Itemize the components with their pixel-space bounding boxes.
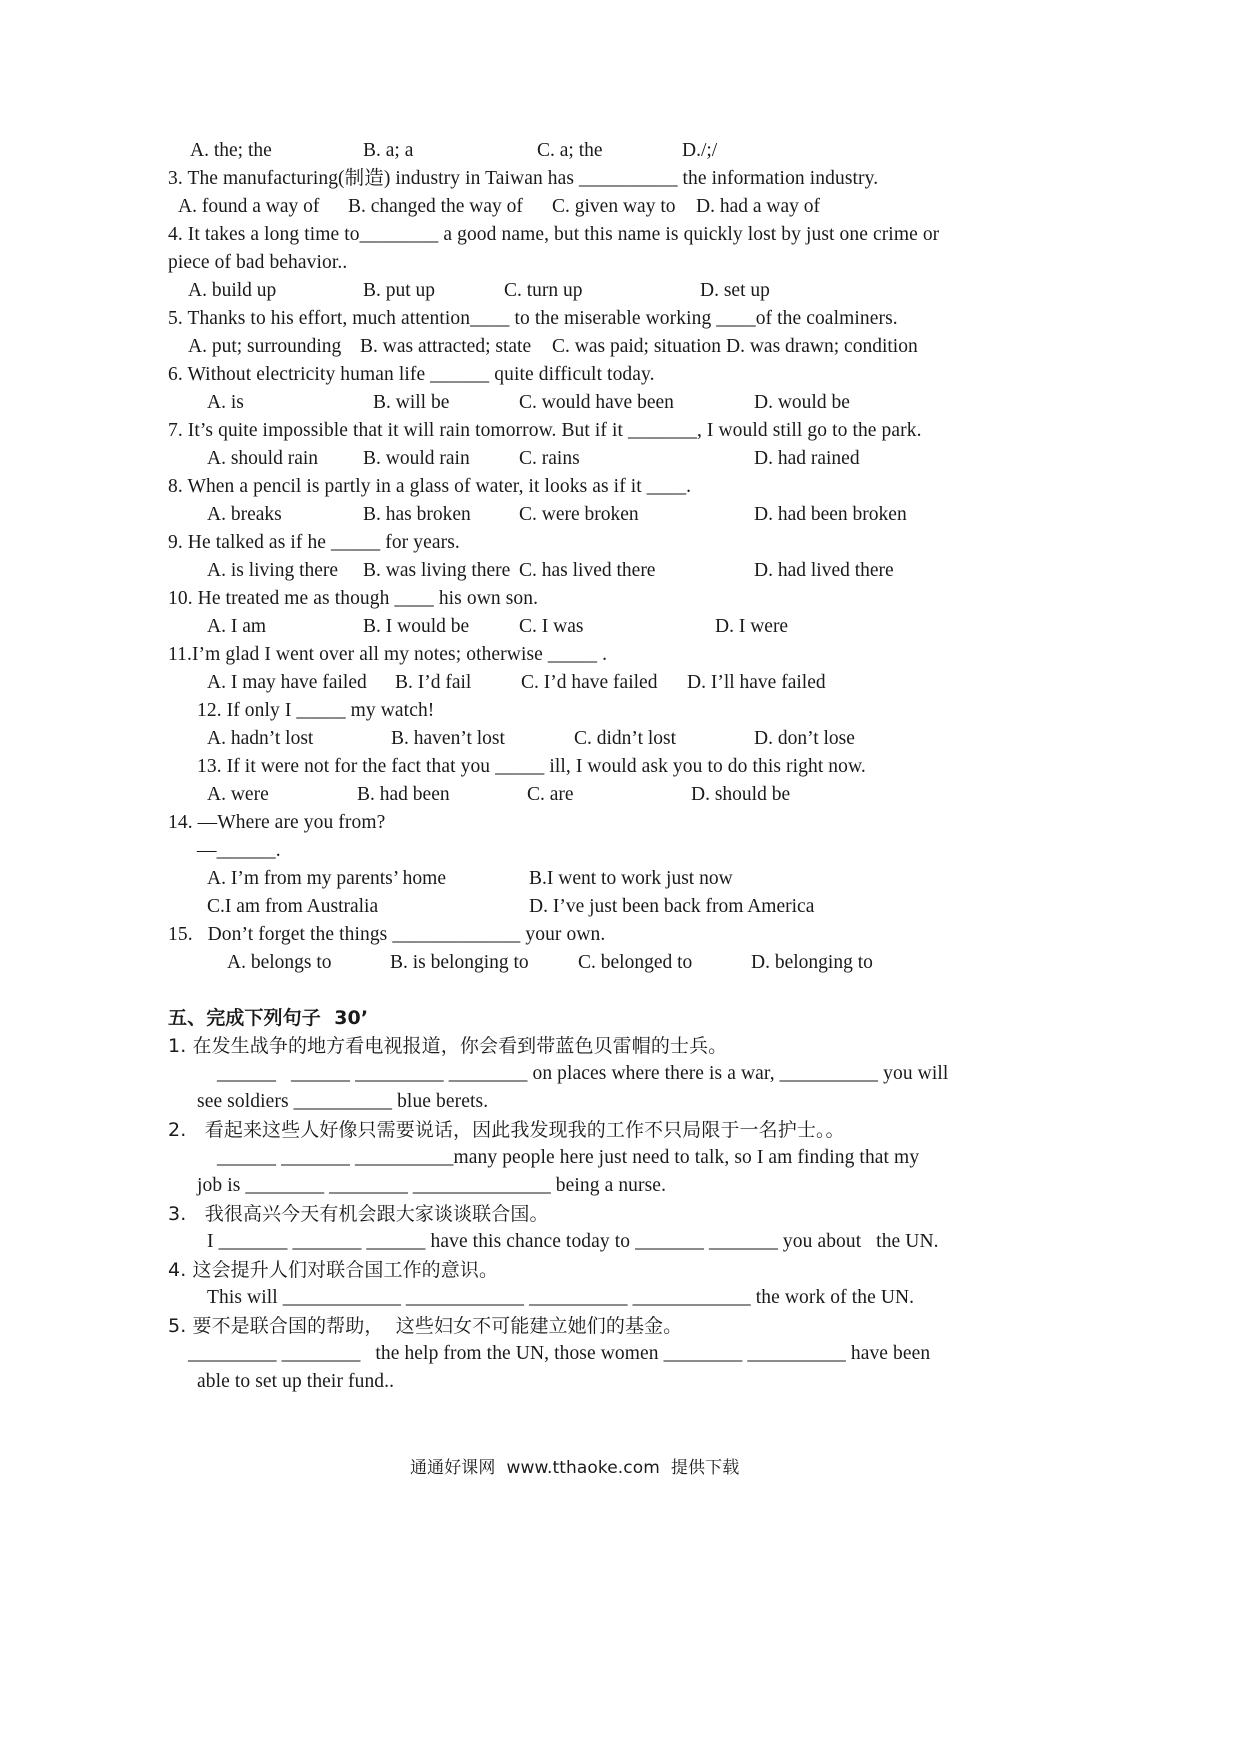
sentence-2-english: ______ _______ __________many people here just need to talk, so I am finding that my [217, 1147, 920, 1168]
q11-text: 11.I’m glad I went over all my notes; otherwise _____ . [168, 644, 608, 665]
footer-text: 通通好课网 www.tthaoke.com 提供下载 [410, 1458, 740, 1478]
option-d: D. was drawn; condition [726, 336, 918, 357]
q3-text: 3. The manufacturing(制造) industry in Taiwan has __________ the information industry. [168, 168, 879, 189]
option-b: B. put up [363, 280, 436, 301]
q2-options [190, 139, 1090, 163]
q7-options [207, 447, 1107, 471]
option-b: B. is belonging to [390, 952, 529, 973]
q4-options [188, 279, 1088, 303]
sentence-1-english-cont: see soldiers __________ blue berets. [197, 1091, 489, 1112]
q14-options-row2 [207, 895, 1107, 919]
q4-text: 4. It takes a long time to________ a good name, but this name is quickly lost by just one crime or [168, 224, 940, 245]
sentence-4-english: This will ____________ ____________ __________ ____________ the work of the UN. [207, 1287, 915, 1308]
option-d: D. don’t lose [754, 728, 855, 749]
option-c: C. I’d have failed [521, 672, 658, 693]
q10-text: 10. He treated me as though ____ his own son. [168, 588, 539, 609]
option-b: B. has broken [363, 504, 471, 525]
q3-options [178, 195, 1078, 219]
q6-text: 6. Without electricity human life ______ quite difficult today. [168, 364, 655, 385]
option-b: B. had been [357, 784, 450, 805]
q7-text: 7. It’s quite impossible that it will rain tomorrow. But if it _______, I would still go to the park. [168, 420, 922, 441]
option-a: A. belongs to [227, 952, 332, 973]
sentence-5-english: _________ ________ the help from the UN, those women ________ __________ have been [188, 1343, 931, 1364]
option-d: D. belonging to [751, 952, 873, 973]
option-d: D. set up [700, 280, 770, 301]
option-d: D. had lived there [754, 560, 894, 581]
q5-options [188, 335, 1088, 359]
option-b: B. will be [373, 392, 450, 413]
option-b: B. was attracted; state [360, 336, 532, 357]
option-a: A. should rain [207, 448, 319, 469]
q5-text: 5. Thanks to his effort, much attention____ to the miserable working ____of the coalminers. [168, 308, 898, 329]
option-d: D. had rained [754, 448, 860, 469]
option-c: C. has lived there [519, 560, 656, 581]
option-d: D. had been broken [754, 504, 907, 525]
q13-options [207, 783, 1107, 807]
option-a: A. I’m from my parents’ home [207, 868, 446, 889]
sentence-3-english: I _______ _______ ______ have this chance today to _______ _______ you about the UN. [207, 1231, 939, 1252]
option-c: C.I am from Australia [207, 896, 379, 917]
option-a: A. build up [188, 280, 277, 301]
option-a: A. put; surrounding [188, 336, 342, 357]
q6-options [207, 391, 1107, 415]
option-d: D. should be [691, 784, 791, 805]
q10-options [207, 615, 1107, 639]
option-d: D. I were [715, 616, 789, 637]
q12-text: 12. If only I _____ my watch! [197, 700, 435, 721]
option-b: B.I went to work just now [529, 868, 733, 889]
option-a: A. is living there [207, 560, 339, 581]
q14-options-row1 [207, 867, 1107, 891]
option-c: C. belonged to [578, 952, 693, 973]
q8-text: 8. When a pencil is partly in a glass of water, it looks as if it ____. [168, 476, 692, 497]
q15-text: 15. Don’t forget the things _____________ your own. [168, 924, 606, 945]
option-c: C. a; the [537, 140, 603, 161]
option-a: A. breaks [207, 504, 282, 525]
option-b: B. haven’t lost [391, 728, 505, 749]
option-d: D./;/ [682, 140, 718, 161]
q12-options [207, 727, 1107, 751]
option-c: C. rains [519, 448, 580, 469]
option-a: A. is [207, 392, 244, 413]
q15-options [227, 951, 1127, 975]
q4-text-cont: piece of bad behavior.. [168, 252, 348, 273]
option-c: C. turn up [504, 280, 583, 301]
sentence-1-chinese: 1. 在发生战争的地方看电视报道，你会看到带蓝色贝雷帽的士兵。 [168, 1035, 728, 1057]
option-a: A. the; the [190, 140, 272, 161]
section-heading: 五、完成下列句子 30’ [168, 1007, 369, 1029]
q14-text: 14. —Where are you from? [168, 812, 386, 833]
option-b: B. a; a [363, 140, 414, 161]
sentence-2-chinese: 2. 看起来这些人好像只需要说话，因此我发现我的工作不只局限于一名护士。。 [168, 1119, 845, 1141]
option-c: C. didn’t lost [574, 728, 677, 749]
option-b: B. would rain [363, 448, 470, 469]
option-d: D. I’ll have failed [687, 672, 826, 693]
q14-reply: —______. [197, 840, 281, 861]
q8-options [207, 503, 1107, 527]
option-c: C. would have been [519, 392, 674, 413]
q9-options [207, 559, 1107, 583]
q13-text: 13. If it were not for the fact that you _____ ill, I would ask you to do this right now. [197, 756, 866, 777]
sentence-5-chinese: 5. 要不是联合国的帮助， 这些妇女不可能建立她们的基金。 [168, 1315, 683, 1337]
option-a: A. were [207, 784, 269, 805]
option-c: C. was paid; situation [552, 336, 721, 357]
option-a: A. I may have failed [207, 672, 367, 693]
option-b: B. I would be [363, 616, 470, 637]
sentence-3-chinese: 3. 我很高兴今天有机会跟大家谈谈联合国。 [168, 1203, 549, 1225]
sentence-2-english-cont: job is ________ ________ ______________ being a nurse. [197, 1175, 667, 1196]
option-b: B. changed the way of [348, 196, 523, 217]
q11-options [207, 671, 1107, 695]
q9-text: 9. He talked as if he _____ for years. [168, 532, 460, 553]
sentence-1-english: ______ ______ _________ ________ on places where there is a war, __________ you will [217, 1063, 949, 1084]
option-a: A. hadn’t lost [207, 728, 314, 749]
option-c: C. I was [519, 616, 584, 637]
option-d: D. would be [754, 392, 850, 413]
sentence-4-chinese: 4. 这会提升人们对联合国工作的意识。 [168, 1259, 499, 1281]
option-d: D. I’ve just been back from America [529, 896, 815, 917]
option-c: C. given way to [552, 196, 676, 217]
option-a: A. I am [207, 616, 267, 637]
option-b: B. I’d fail [395, 672, 472, 693]
sentence-5-english-cont: able to set up their fund.. [197, 1371, 395, 1392]
option-a: A. found a way of [178, 196, 320, 217]
option-c: C. are [527, 784, 574, 805]
option-c: C. were broken [519, 504, 639, 525]
option-d: D. had a way of [696, 196, 820, 217]
option-b: B. was living there [363, 560, 511, 581]
